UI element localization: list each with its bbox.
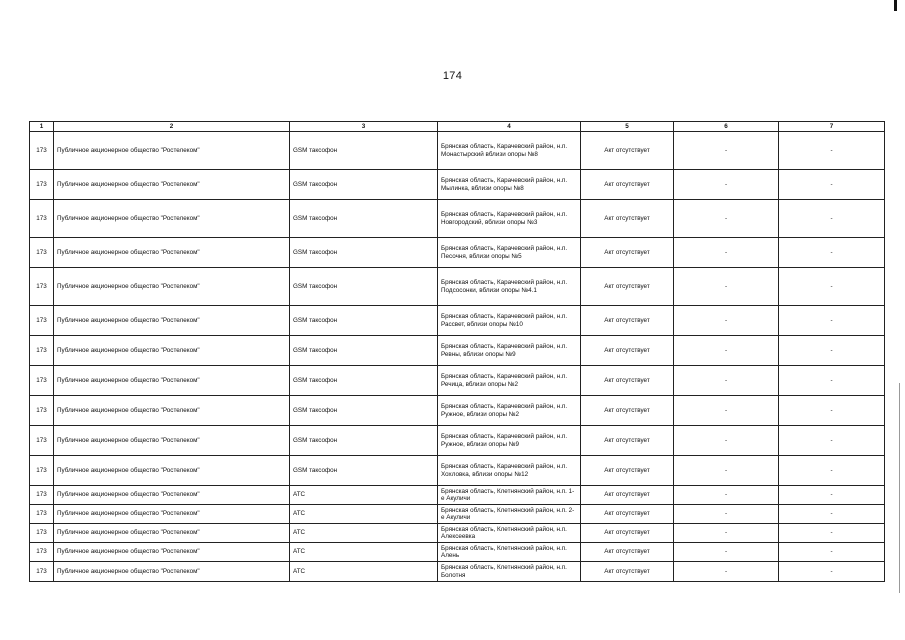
- column-6-cell: -: [674, 486, 779, 505]
- row-number-cell: 173: [30, 562, 54, 582]
- act-status-cell: Акт отсутствует: [581, 200, 674, 238]
- act-status-cell: Акт отсутствует: [581, 456, 674, 486]
- row-number-cell: 173: [30, 426, 54, 456]
- equipment-type-cell: АТС: [290, 524, 438, 543]
- organization-cell: Публичное акционерное общество "Ростелеком": [54, 200, 290, 238]
- address-cell: Брянская область, Клетнянский район, н.п. 2-е Акуличи: [438, 505, 581, 524]
- equipment-type-cell: АТС: [290, 486, 438, 505]
- scan-edge-line: [899, 383, 900, 593]
- address-cell: Брянская область, Карачевский район, н.п. Новгородский, вблизи опоры №3: [438, 200, 581, 238]
- table-row: [30, 306, 885, 336]
- table-row: [30, 170, 885, 200]
- row-number-cell: 173: [30, 486, 54, 505]
- table-row: [30, 336, 885, 366]
- equipment-type-cell: GSM таксофон: [290, 132, 438, 170]
- column-header: 4: [438, 122, 581, 132]
- column-header: 1: [30, 122, 54, 132]
- table-row: [30, 456, 885, 486]
- row-number-cell: 173: [30, 238, 54, 268]
- table-row: [30, 562, 885, 582]
- organization-cell: Публичное акционерное общество "Ростелеком": [54, 543, 290, 562]
- equipment-type-cell: GSM таксофон: [290, 238, 438, 268]
- organization-cell: Публичное акционерное общество "Ростелеком": [54, 456, 290, 486]
- column-6-cell: -: [674, 238, 779, 268]
- address-cell: Брянская область, Карачевский район, н.п. Рассвет, вблизи опоры №10: [438, 306, 581, 336]
- act-status-cell: Акт отсутствует: [581, 505, 674, 524]
- equipment-type-cell: GSM таксофон: [290, 426, 438, 456]
- address-cell: Брянская область, Клетнянский район, н.п. Болотня: [438, 562, 581, 582]
- act-status-cell: Акт отсутствует: [581, 524, 674, 543]
- address-cell: Брянская область, Карачевский район, н.п. Монастырский вблизи опоры №8: [438, 132, 581, 170]
- act-status-cell: Акт отсутствует: [581, 426, 674, 456]
- row-number-cell: 173: [30, 336, 54, 366]
- address-cell: Брянская область, Карачевский район, н.п. Ружное, вблизи опоры №9: [438, 426, 581, 456]
- table-row: [30, 366, 885, 396]
- address-cell: Брянская область, Клетнянский район, н.п. Алень: [438, 543, 581, 562]
- act-status-cell: Акт отсутствует: [581, 336, 674, 366]
- address-cell: Брянская область, Карачевский район, н.п. Ревны, вблизи опоры №9: [438, 336, 581, 366]
- organization-cell: Публичное акционерное общество "Ростелеком": [54, 268, 290, 306]
- column-6-cell: -: [674, 543, 779, 562]
- column-header: 3: [290, 122, 438, 132]
- column-7-cell: -: [779, 200, 885, 238]
- column-6-cell: -: [674, 200, 779, 238]
- row-number-cell: 173: [30, 524, 54, 543]
- column-7-cell: -: [779, 366, 885, 396]
- column-6-cell: -: [674, 505, 779, 524]
- column-7-cell: -: [779, 396, 885, 426]
- row-number-cell: 173: [30, 306, 54, 336]
- equipment-type-cell: GSM таксофон: [290, 170, 438, 200]
- column-6-cell: -: [674, 170, 779, 200]
- act-status-cell: Акт отсутствует: [581, 268, 674, 306]
- address-cell: Брянская область, Карачевский район, н.п. Песочня, вблизи опоры №5: [438, 238, 581, 268]
- equipment-type-cell: GSM таксофон: [290, 200, 438, 238]
- column-7-cell: -: [779, 505, 885, 524]
- column-7-cell: -: [779, 426, 885, 456]
- equipment-type-cell: GSM таксофон: [290, 456, 438, 486]
- column-7-cell: -: [779, 562, 885, 582]
- act-status-cell: Акт отсутствует: [581, 543, 674, 562]
- column-6-cell: -: [674, 366, 779, 396]
- organization-cell: Публичное акционерное общество "Ростелеком": [54, 396, 290, 426]
- column-6-cell: -: [674, 268, 779, 306]
- column-7-cell: -: [779, 306, 885, 336]
- row-number-cell: 173: [30, 132, 54, 170]
- organization-cell: Публичное акционерное общество "Ростелеком": [54, 306, 290, 336]
- column-7-cell: -: [779, 524, 885, 543]
- column-7-cell: -: [779, 543, 885, 562]
- row-number-cell: 173: [30, 456, 54, 486]
- address-cell: Брянская область, Клетнянский район, н.п. Алексеевка: [438, 524, 581, 543]
- address-cell: Брянская область, Карачевский район, н.п. Мылинка, вблизи опоры №8: [438, 170, 581, 200]
- act-status-cell: Акт отсутствует: [581, 366, 674, 396]
- table-row: [30, 543, 885, 562]
- scan-corner-mark: [894, 0, 897, 11]
- table-row: [30, 268, 885, 306]
- address-cell: Брянская область, Карачевский район, н.п. Ружное, вблизи опоры №2: [438, 396, 581, 426]
- table-row: [30, 132, 885, 170]
- column-6-cell: -: [674, 132, 779, 170]
- act-status-cell: Акт отсутствует: [581, 170, 674, 200]
- column-6-cell: -: [674, 306, 779, 336]
- row-number-cell: 173: [30, 366, 54, 396]
- page-number: 174: [442, 70, 463, 82]
- act-status-cell: Акт отсутствует: [581, 486, 674, 505]
- column-7-cell: -: [779, 238, 885, 268]
- table-row: [30, 524, 885, 543]
- row-number-cell: 173: [30, 505, 54, 524]
- act-status-cell: Акт отсутствует: [581, 562, 674, 582]
- equipment-type-cell: АТС: [290, 505, 438, 524]
- act-status-cell: Акт отсутствует: [581, 306, 674, 336]
- organization-cell: Публичное акционерное общество "Ростелеком": [54, 238, 290, 268]
- row-number-cell: 173: [30, 543, 54, 562]
- column-7-cell: -: [779, 268, 885, 306]
- organization-cell: Публичное акционерное общество "Ростелеком": [54, 170, 290, 200]
- equipment-type-cell: АТС: [290, 543, 438, 562]
- act-status-cell: Акт отсутствует: [581, 396, 674, 426]
- table-row: [30, 200, 885, 238]
- address-cell: Брянская область, Карачевский район, н.п. Речица, вблизи опоры №2: [438, 366, 581, 396]
- registry-table: [29, 121, 885, 582]
- organization-cell: Публичное акционерное общество "Ростелеком": [54, 524, 290, 543]
- organization-cell: Публичное акционерное общество "Ростелеком": [54, 132, 290, 170]
- table-row: [30, 505, 885, 524]
- organization-cell: Публичное акционерное общество "Ростелеком": [54, 562, 290, 582]
- column-6-cell: -: [674, 396, 779, 426]
- organization-cell: Публичное акционерное общество "Ростелеком": [54, 426, 290, 456]
- address-cell: Брянская область, Карачевский район, н.п. Подсосонки, вблизи опоры №4.1: [438, 268, 581, 306]
- table-header-row: [30, 122, 885, 132]
- column-6-cell: -: [674, 426, 779, 456]
- column-7-cell: -: [779, 486, 885, 505]
- equipment-type-cell: GSM таксофон: [290, 366, 438, 396]
- table-row: [30, 426, 885, 456]
- equipment-type-cell: GSM таксофон: [290, 268, 438, 306]
- column-6-cell: -: [674, 524, 779, 543]
- column-header: 6: [674, 122, 779, 132]
- organization-cell: Публичное акционерное общество "Ростелеком": [54, 366, 290, 396]
- column-7-cell: -: [779, 336, 885, 366]
- table-row: [30, 486, 885, 505]
- column-header: 2: [54, 122, 290, 132]
- column-header: 7: [779, 122, 885, 132]
- column-6-cell: -: [674, 456, 779, 486]
- row-number-cell: 173: [30, 200, 54, 238]
- column-header: 5: [581, 122, 674, 132]
- row-number-cell: 173: [30, 170, 54, 200]
- act-status-cell: Акт отсутствует: [581, 238, 674, 268]
- row-number-cell: 173: [30, 268, 54, 306]
- equipment-type-cell: GSM таксофон: [290, 396, 438, 426]
- column-6-cell: -: [674, 336, 779, 366]
- column-7-cell: -: [779, 456, 885, 486]
- organization-cell: Публичное акционерное общество "Ростелеком": [54, 486, 290, 505]
- table-row: [30, 238, 885, 268]
- organization-cell: Публичное акционерное общество "Ростелеком": [54, 505, 290, 524]
- row-number-cell: 173: [30, 396, 54, 426]
- equipment-type-cell: GSM таксофон: [290, 336, 438, 366]
- address-cell: Брянская область, Клетнянский район, н.п. 1-е Акуличи: [438, 486, 581, 505]
- act-status-cell: Акт отсутствует: [581, 132, 674, 170]
- equipment-type-cell: АТС: [290, 562, 438, 582]
- column-7-cell: -: [779, 170, 885, 200]
- column-7-cell: -: [779, 132, 885, 170]
- column-6-cell: -: [674, 562, 779, 582]
- equipment-type-cell: GSM таксофон: [290, 306, 438, 336]
- address-cell: Брянская область, Карачевский район, н.п. Хохловка, вблизи опоры №12: [438, 456, 581, 486]
- table-row: [30, 396, 885, 426]
- organization-cell: Публичное акционерное общество "Ростелеком": [54, 336, 290, 366]
